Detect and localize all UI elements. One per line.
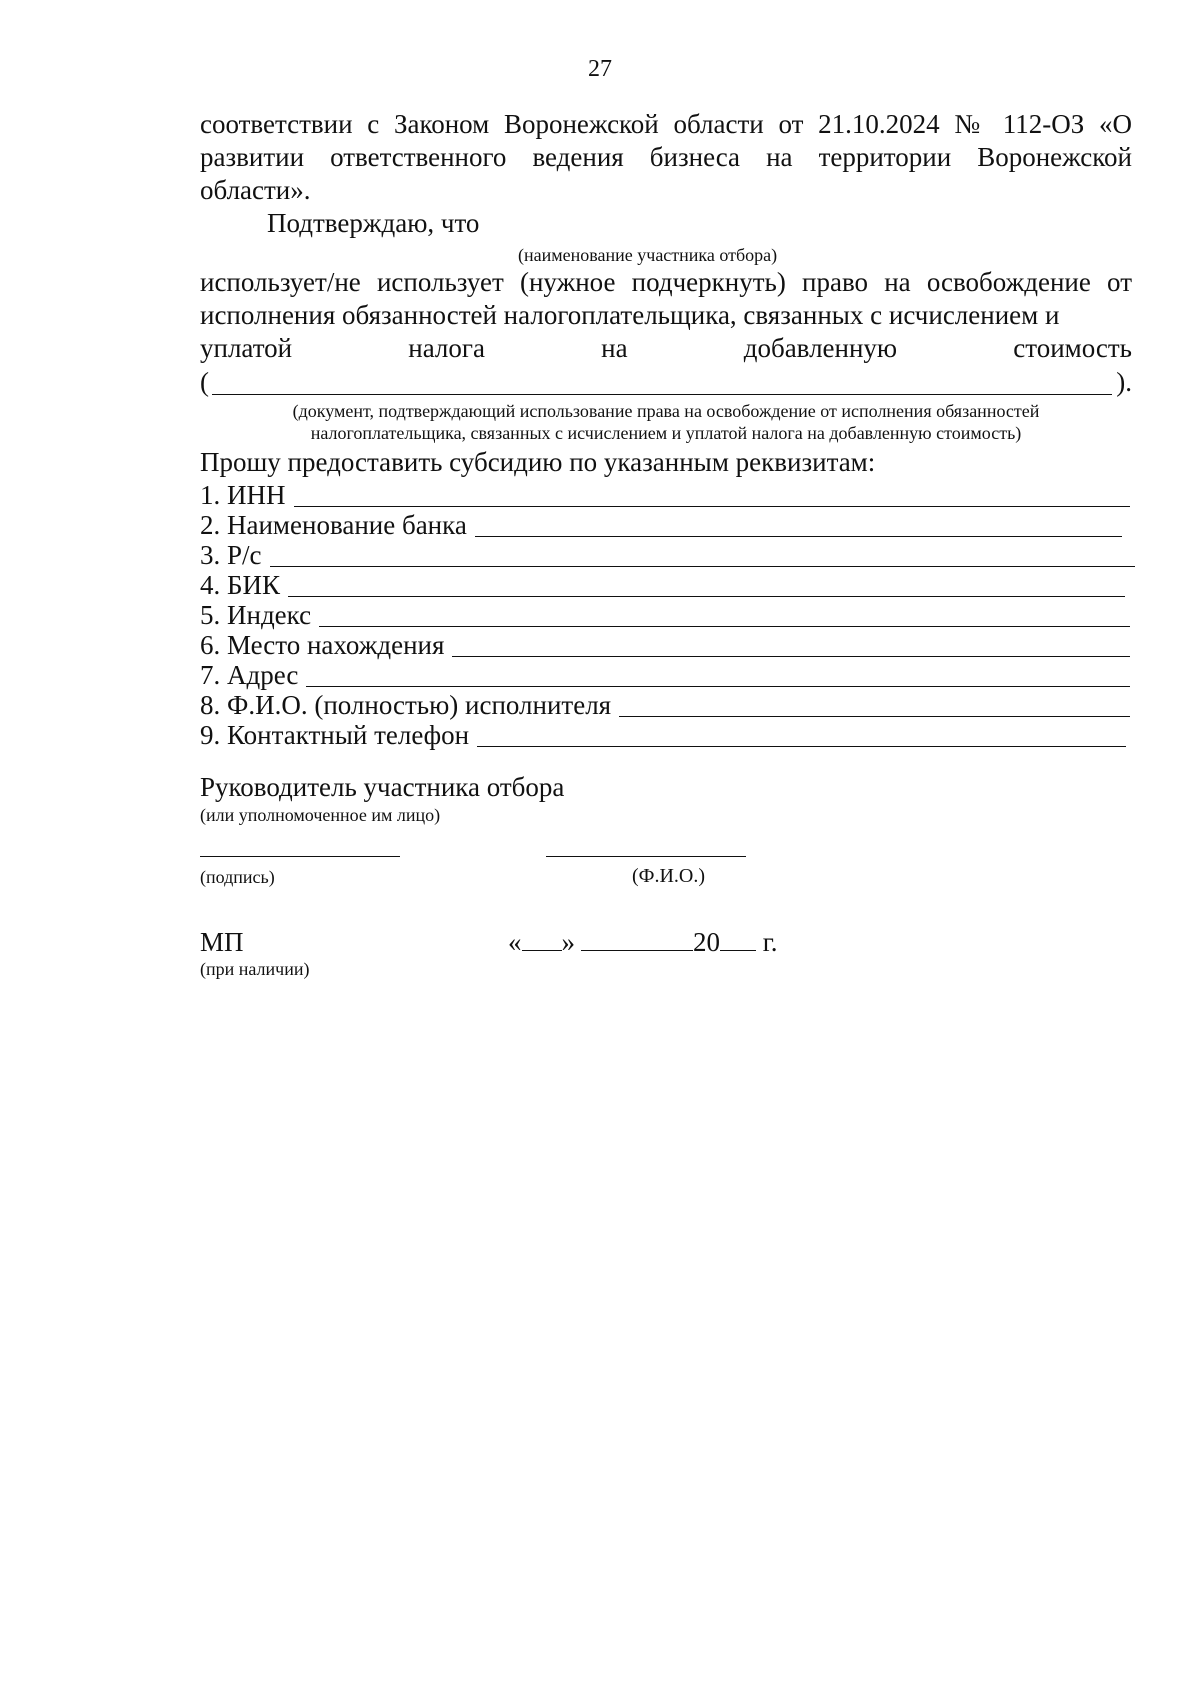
- vat-word: добавленную: [743, 333, 898, 363]
- date-close-quote: »: [561, 927, 575, 957]
- field-label: 6. Место нахождения: [200, 630, 445, 660]
- date-year-suffix: г.: [762, 927, 778, 957]
- field-label: 7. Адрес: [200, 660, 299, 690]
- document-note: [200, 400, 1132, 444]
- document-blank-line: [200, 366, 1132, 399]
- field-label: 5. Индекс: [200, 600, 312, 630]
- intro-paragraph: соответствии с Законом Воронежской области от 21.10.2024 № 112-ОЗ «О развитии ответственного ведения бизнеса на территории Воронежской области».: [200, 109, 1132, 205]
- vat-word: уплатой: [200, 333, 293, 363]
- signature-label: (подпись): [200, 867, 275, 887]
- date-month-field[interactable]: [581, 926, 693, 951]
- stamp-sub: (при наличии): [200, 959, 310, 979]
- field-label: 8. Ф.И.О. (полностью) исполнителя: [200, 690, 612, 720]
- field-blank[interactable]: [270, 566, 1135, 567]
- field-label: 4. БИК: [200, 570, 281, 600]
- vat-word: стоимость: [1013, 333, 1132, 363]
- field-index: [200, 599, 1130, 632]
- paren-open: (: [200, 367, 209, 397]
- date-line: [508, 926, 778, 959]
- field-executor-name: [200, 689, 1130, 722]
- document-field[interactable]: [212, 394, 1112, 395]
- field-blank[interactable]: [477, 746, 1126, 747]
- signature-field[interactable]: [200, 856, 400, 857]
- page-number: 27: [588, 56, 612, 82]
- vat-word: налога: [408, 333, 485, 363]
- date-open-quote: «: [508, 927, 522, 957]
- field-inn: [200, 479, 1130, 512]
- field-blank[interactable]: [475, 536, 1122, 537]
- fio-label: (Ф.И.О.): [632, 865, 706, 887]
- field-label: 3. Р/с: [200, 540, 262, 570]
- field-blank[interactable]: [319, 626, 1130, 627]
- field-blank[interactable]: [452, 656, 1130, 657]
- head-sub: (или уполномоченное им лицо): [200, 805, 441, 825]
- confirm-text: Подтверждаю, что: [267, 208, 480, 238]
- participant-name-note: (наименование участника отбора): [518, 245, 778, 265]
- field-label: 9. Контактный телефон: [200, 720, 470, 750]
- field-account: [200, 539, 1135, 572]
- field-location: [200, 629, 1130, 662]
- field-blank[interactable]: [288, 596, 1125, 597]
- field-address: [200, 659, 1130, 692]
- date-day-field[interactable]: [522, 926, 562, 951]
- field-blank[interactable]: [619, 716, 1130, 717]
- field-bik: [200, 569, 1125, 602]
- field-label: 2. Наименование банка: [200, 510, 467, 540]
- head-label: Руководитель участника отбора: [200, 772, 565, 802]
- request-text: Прошу предоставить субсидию по указанным реквизитам:: [200, 447, 876, 477]
- vat-line: [200, 332, 1132, 365]
- date-year-field[interactable]: [720, 926, 756, 951]
- uses-paragraph: использует/не использует (нужное подчеркнуть) право на освобождение от исполнения обязанностей налогоплательщика, связанных с исчислением и: [200, 267, 1132, 330]
- paren-close: ).: [1116, 367, 1132, 397]
- field-phone: [200, 719, 1126, 752]
- date-year-prefix: 20: [693, 927, 720, 957]
- field-bank-name: [200, 509, 1122, 542]
- field-label: 1. ИНН: [200, 480, 286, 510]
- fio-field[interactable]: [546, 856, 746, 857]
- field-blank[interactable]: [306, 686, 1130, 687]
- stamp-label: МП: [200, 927, 244, 957]
- field-blank[interactable]: [294, 506, 1131, 507]
- document-note-line: (документ, подтверждающий использование права на освобождение от исполнения обязанностей: [292, 401, 1040, 421]
- vat-word: на: [601, 333, 628, 363]
- document-note-line: налогоплательщика, связанных с исчислением и уплатой налога на добавленную стоимость): [310, 423, 1022, 443]
